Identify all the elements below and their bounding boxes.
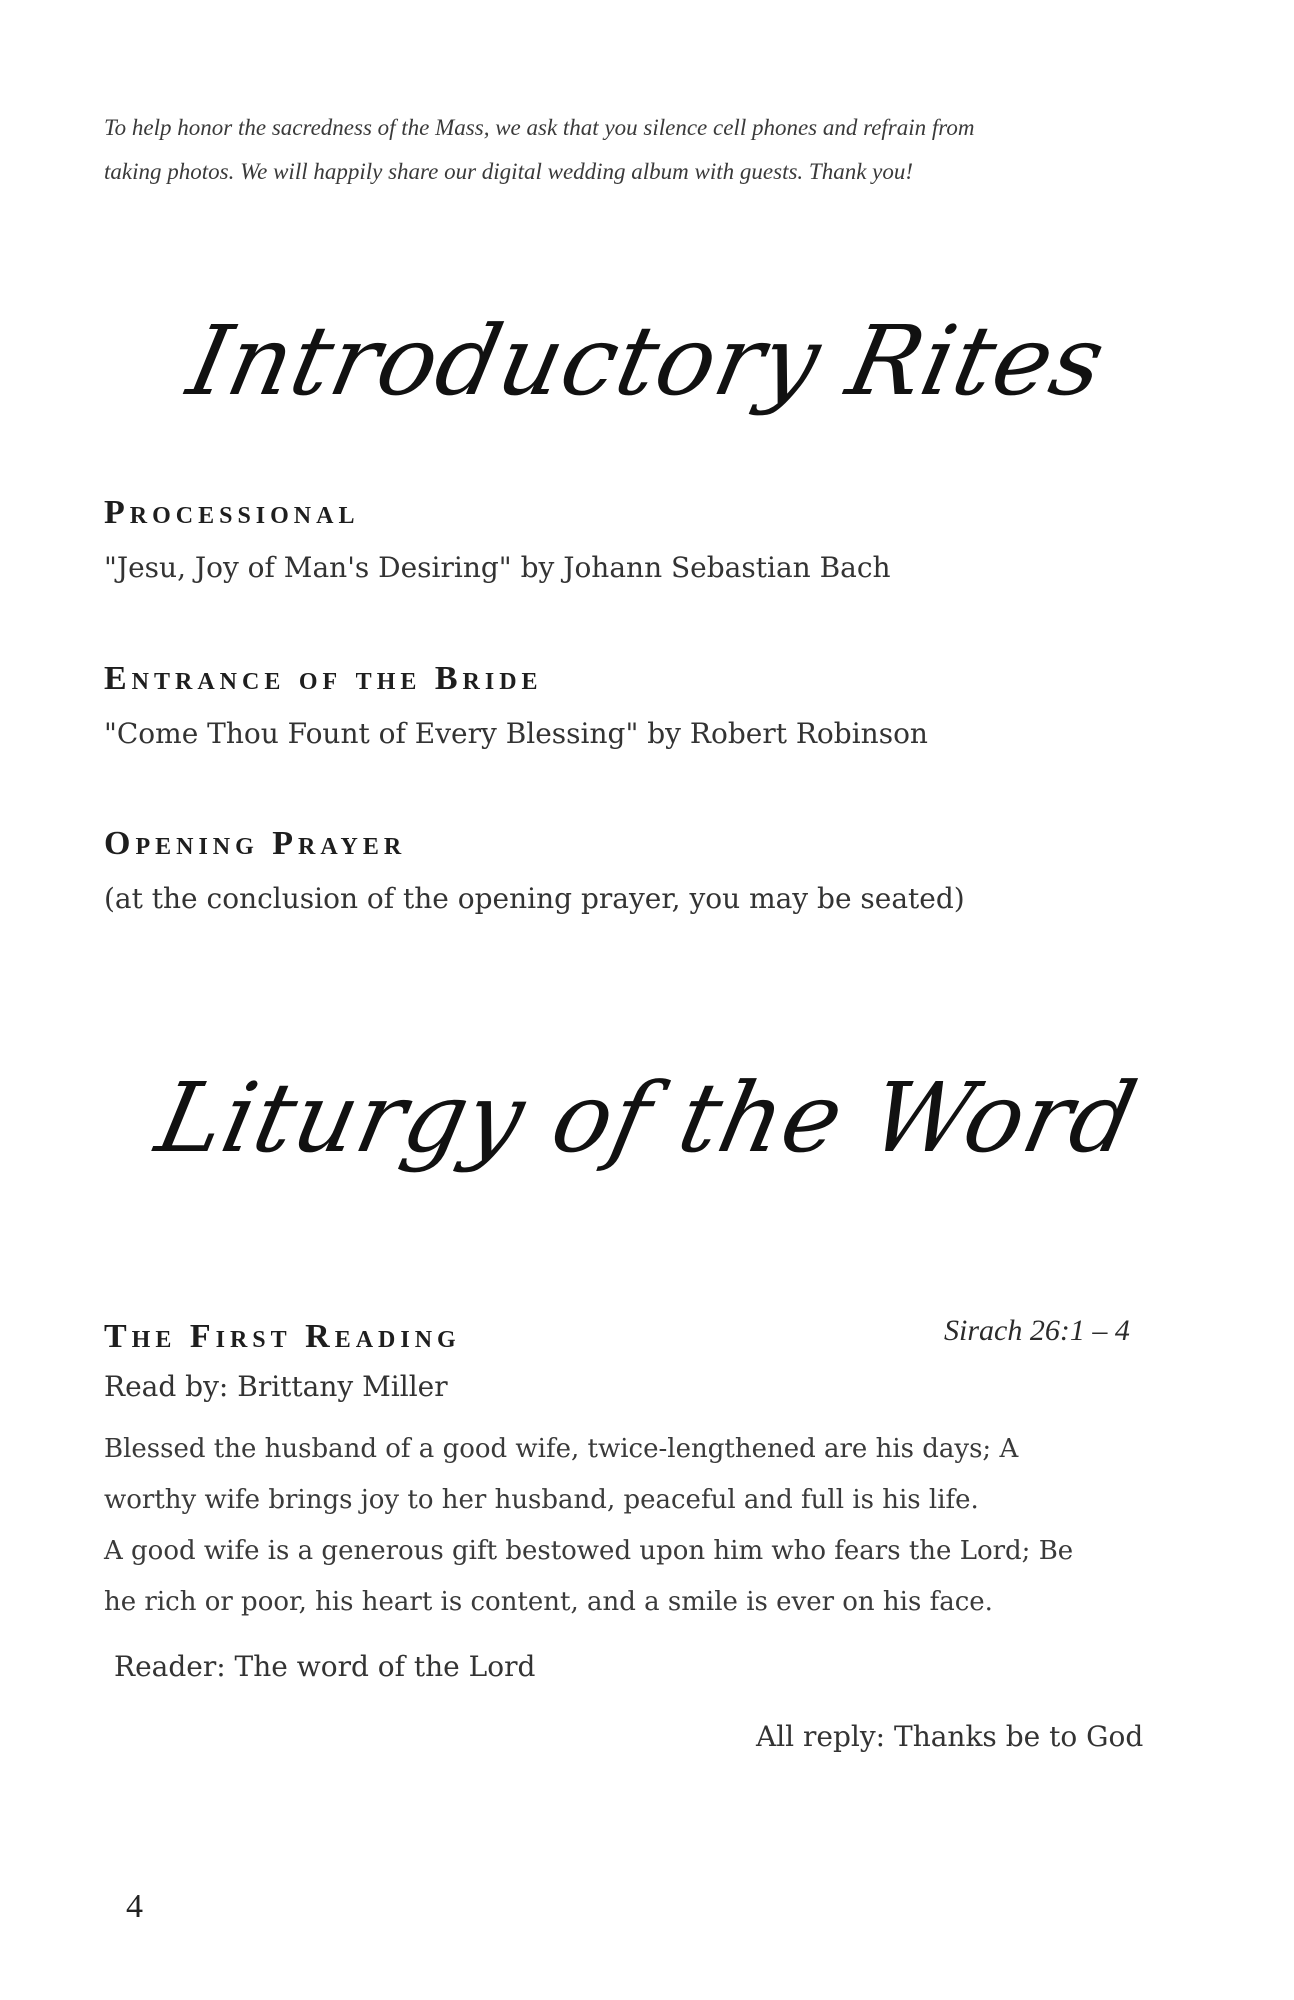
read-by: Read by: Brittany Miller: [104, 1370, 448, 1403]
reading-line: Blessed the husband of a good wife, twice-lengthened are his days; A: [104, 1434, 1019, 1464]
reading-line: he rich or poor, his heart is content, and a smile is ever on his face.: [104, 1587, 993, 1617]
page-number: 4: [126, 1888, 143, 1925]
reader-response: Reader: The word of the Lord: [114, 1650, 536, 1683]
processional-title: Processional: [104, 494, 360, 531]
liturgy-of-the-word-heading: Liturgy of the Word: [147, 1062, 1147, 1174]
opening-prayer-title: Opening Prayer: [104, 825, 407, 862]
congregation-reply: All reply: Thanks be to God: [756, 1720, 1144, 1753]
opening-prayer-text: (at the conclusion of the opening prayer, you may be seated): [104, 882, 965, 915]
entrance-of-bride-text: "Come Thou Fount of Every Blessing" by Robert Robinson: [104, 717, 928, 750]
processional-text: "Jesu, Joy of Man's Desiring" by Johann Sebastian Bach: [104, 551, 891, 584]
notice-line-2: taking photos. We will happily share our digital wedding album with guests. Thank you!: [104, 159, 914, 184]
first-reading-title: The First Reading: [104, 1318, 461, 1355]
reading-line: worthy wife brings joy to her husband, peaceful and full is his life.: [104, 1485, 979, 1515]
introductory-rites-heading: Introductory Rites: [179, 305, 1115, 417]
silence-phones-notice: [104, 106, 1104, 194]
reading-passage: [104, 1424, 1134, 1628]
reading-line: A good wife is a generous gift bestowed upon him who fears the Lord; Be: [104, 1536, 1074, 1566]
notice-line-1: To help honor the sacredness of the Mass, we ask that you silence cell phones and refrain from: [104, 115, 975, 140]
entrance-of-bride-title: Entrance of the Bride: [104, 660, 543, 697]
scripture-citation: Sirach 26:1 – 4: [944, 1314, 1130, 1347]
